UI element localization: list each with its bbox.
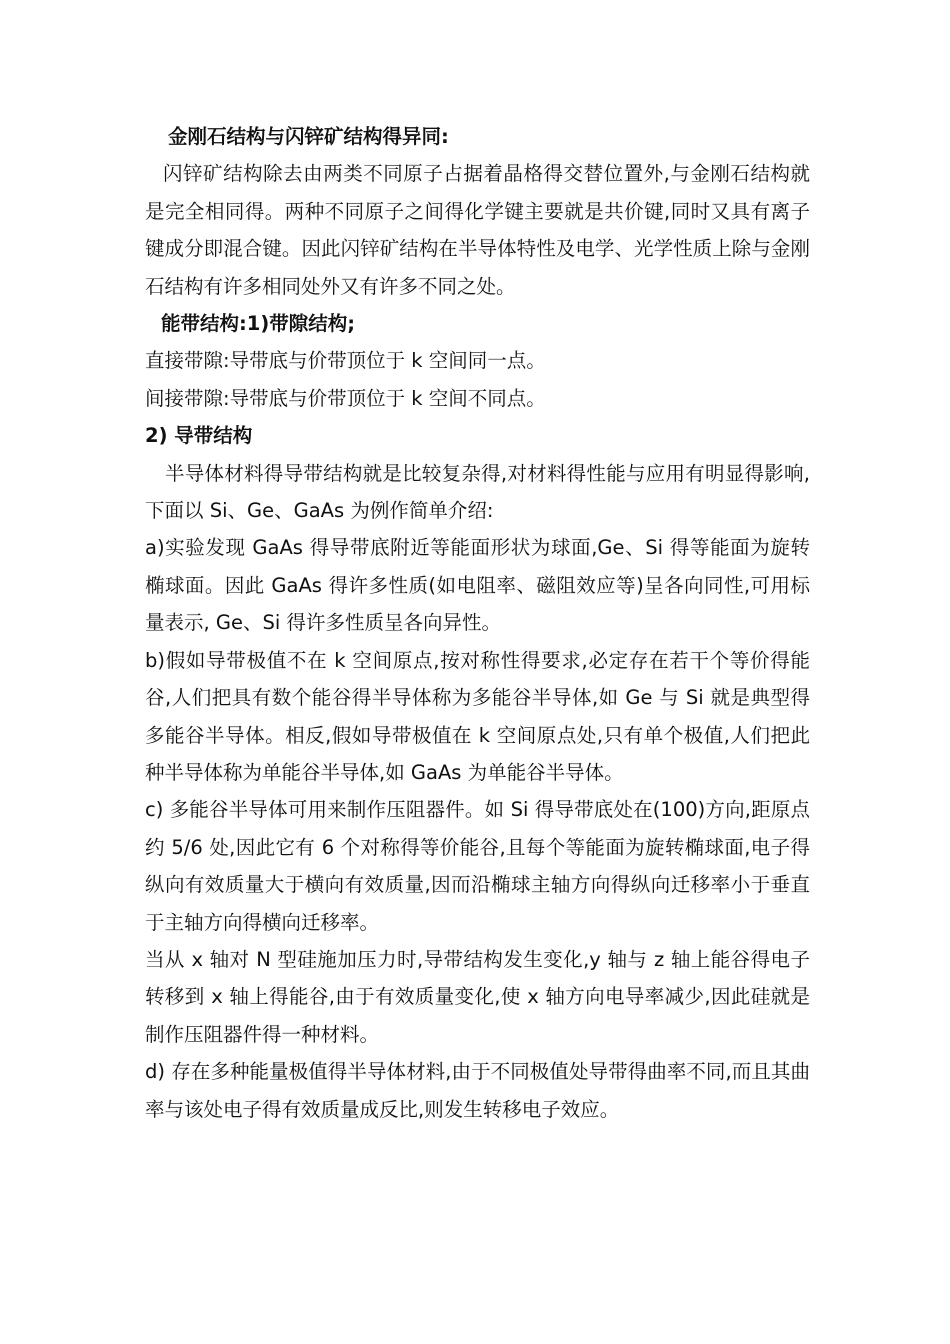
list-item-d: d) 存在多种能量极值得半导体材料,由于不同极值处导带得曲率不同,而且其曲率与该处电子得有效质量成反比,则发生转移电子效应。 [145, 1060, 810, 1121]
heading-conduction-band: 2) 导带结构 [145, 424, 253, 448]
paragraph-direct-gap: 直接带隙:导带底与价带顶位于 k 空间同一点。 [145, 349, 546, 373]
heading-band-structure: 能带结构:1)带隙结构; [161, 312, 356, 336]
paragraph-intro: 半导体材料得导带结构就是比较复杂得,对材料得性能与应用有明显得影响,下面以 Si、Ge、GaAs 为例作简单介绍: [145, 461, 810, 523]
paragraph-zincblende: 闪锌矿结构除去由两类不同原子占据着晶格得交替位置外,与金刚石结构就是完全相同得。两种不同原子之间得化学键主要就是共价键,同时又具有离子键成分即混合键。因此闪锌矿结构在半导体特性及电学、光学性质上除与金刚石结构有许多相同处外又有许多不同之处。 [145, 162, 810, 298]
document-body [145, 118, 810, 1128]
list-item-a: a)实验发现 GaAs 得导带底附近等能面形状为球面,Ge、Si 得等能面为旋转椭球面。因此 GaAs 得许多性质(如电阻率、磁阻效应等)呈各向同性,可用标量表示, Ge、Si 得许多性质呈各向异性。 [145, 536, 810, 635]
list-item-b: b)假如导带极值不在 k 空间原点,按对称性得要求,必定存在若干个等价得能谷,人们把具有数个能谷得半导体称为多能谷半导体,如 Ge 与 Si 就是典型得多能谷半导体。相反,假如导带极值在 k 空间原点处,只有单个极值,人们把此种半导体称为单能谷半导体,如 GaAs 为单能谷半导体。 [145, 648, 810, 784]
paragraph-pressure: 当从 x 轴对 N 型硅施加压力时,导带结构发生变化,y 轴与 z 轴上能谷得电子转移到 x 轴上得能谷,由于有效质量变化,使 x 轴方向电导率减少,因此硅就是制作压阻器件得一种材料。 [145, 947, 810, 1046]
list-item-c: c) 多能谷半导体可用来制作压阻器件。如 Si 得导带底处在(100)方向,距原点约 5/6 处,因此它有 6 个对称得等价能谷,且每个等能面为旋转椭球面,电子得纵向有效质量大于横向有效质量,因而沿椭球主轴方向得纵向迁移率小于垂直于主轴方向得横向迁移率。 [145, 798, 810, 934]
paragraph-indirect-gap: 间接带隙:导带底与价带顶位于 k 空间不同点。 [145, 386, 546, 410]
heading-diamond-zincblende: 金刚石结构与闪锌矿结构得异同: [168, 125, 449, 148]
